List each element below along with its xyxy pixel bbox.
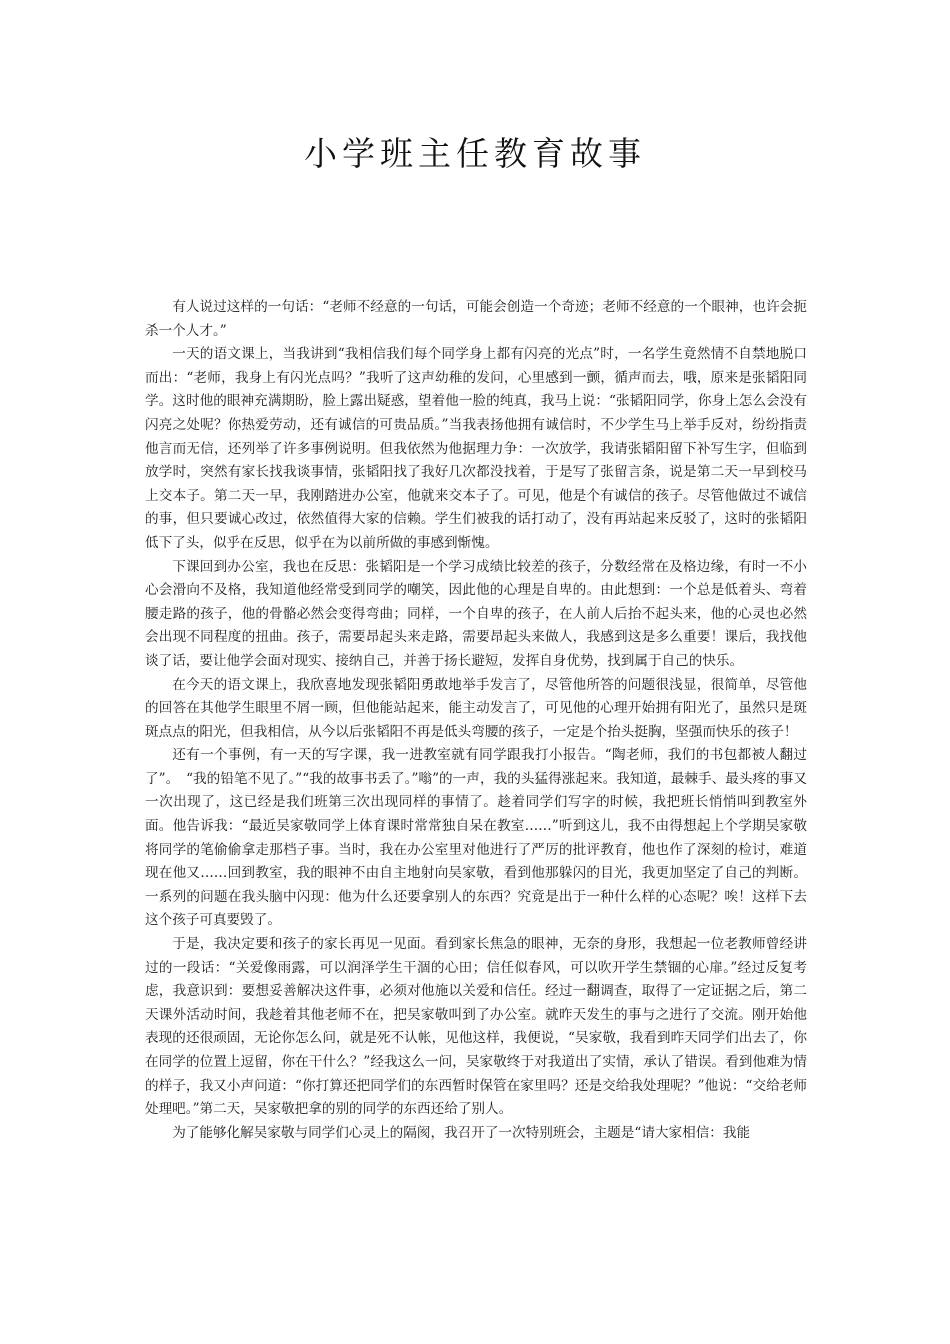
paragraph: 有人说过这样的一句话：“老师不经意的一句话，可能会创造一个奇迹；老师不经意的一个眼神，也许会扼杀一个人才。”: [145, 299, 807, 339]
paragraph: 下课回到办公室，我也在反思：张韬阳是一个学习成绩比较差的孩子，分数经常在及格边缘，有时一不小心会滑向不及格，我知道他经常受到同学的嘲笑，因此他的心理是自卑的。由此想到：一个总是低着头、弯着腰走路的孩子，他的骨骼必然会变得弯曲；同样，一个自卑的孩子，在人前人后抬不起头来，他的心灵也必然会出现不同程度的扭曲。孩子，需要昂起头来走路，需要昂起头来做人，我感到这是多么重要！课后，我找他谈了话，要让他学会面对现实、接纳自己，并善于扬长避短，发挥自身优势，找到属于自己的快乐。: [145, 558, 807, 669]
paragraph: 在今天的语文课上，我欣喜地发现张韬阳勇敢地举手发言了，尽管他所答的问题很浅显，很简单，尽管他的回答在其他学生眼里不屑一顾，但他能站起来，能主动发言了，可见他的心理开始拥有阳光了，虽然只是斑斑点点的阳光，但我相信，从今以后张韬阳不再是低头弯腰的孩子，一定是个抬头挺胸，坚强而快乐的孩子！: [145, 676, 807, 740]
paragraph: 一天的语文课上，当我讲到“我相信我们每个同学身上都有闪亮的光点”时，一名学生竟然情不自禁地脱口而出：“老师，我身上有闪光点吗？”我听了这声幼稚的发问，心里感到一颤，循声而去，哦，原来是张韬阳同学。这时他的眼神充满期盼，脸上露出疑惑，望着他一脸的纯真，我马上说：“张韬阳同学，你身上怎么会没有闪亮之处呢？你热爱劳动，还有诚信的可贵品质。”当我表扬他拥有诚信时，不少学生马上举手反对，纷纷指责他言而无信，还列举了许多事例说明。但我依然为他据理力争：一次放学，我请张韬阳留下补写生字，但临到放学时，突然有家长找我谈事情，张韬阳找了我好几次都没找着，于是写了张留言条，说是第二天一早到校马上交本子。第二天一早，我刚踏进办公室，他就来交本子了。可见，他是个有诚信的孩子。尽管他做过不诚信的事，但只要诚心改过，依然值得大家的信赖。学生们被我的话打动了，没有再站起来反驳了，这时的张韬阳低下了头，似乎在反思，似乎在为以前所做的事感到惭愧。: [145, 346, 807, 551]
paragraph: 还有一个事例，有一天的写字课，我一进教室就有同学跟我打小报告。“陶老师，我们的书包都被人翻过了”。 “我的铅笔不见了。”“我的故事书丢了。”嗡”的一声，我的头猛得涨起来。我知道，最棘手、最头疼的事又一次出现了，这已经是我们班第三次出现同样的事情了。趁着同学们写字的时候，我把班长悄悄叫到教室外面。他告诉我：“最近吴家敬同学上体育课时常常独自呆在教室……”听到这儿，我不由得想起上个学期吴家敬将同学的笔偷偷拿走那档子事。当时，我在办公室里对他进行了严厉的批评教育，他也作了深刻的检讨，难道现在他又……回到教室，我的眼神不由自主地射向吴家敬，看到他那躲闪的目光，我更加坚定了自己的判断。一系列的问题在我头脑中闪现：他为什么还要拿别人的东西？究竟是出于一种什么样的心态呢？唉！这样下去这个孩子可真要毁了。: [145, 747, 807, 929]
document-title: 小学班主任教育故事: [304, 134, 646, 173]
paragraph: 于是，我决定要和孩子的家长再见一见面。看到家长焦急的眼神，无奈的身形，我想起一位老教师曾经讲过的一段话：“关爱像雨露，可以润泽学生干涸的心田；信任似春风，可以吹开学生禁锢的心扉。”经过反复考虑，我意识到：要想妥善解决这件事，必须对他施以关爱和信任。经过一翻调查，取得了一定证据之后，第二天课外活动时间，我趁着其他老师不在，把吴家敬叫到了办公室。就昨天发生的事与之进行了交流。刚开始他表现的还很顽固，无论你怎么问，就是死不认帐，见他这样，我便说，“吴家敬，我看到昨天同学们出去了，你在同学的位置上逗留，你在干什么？”经我这么一问，吴家敬终于对我道出了实情，承认了错误。看到他难为情的样子，我又小声问道：“你打算还把同学们的东西暂时保管在家里吗？还是交给我处理呢？”他说：“交给老师处理吧。”第二天，吴家敬把拿的别的同学的东西还给了别人。: [145, 936, 807, 1118]
document-body: [145, 296, 807, 1145]
paragraph: 为了能够化解吴家敬与同学们心灵上的隔阂，我召开了一次特别班会，主题是“请大家相信：我能: [172, 1124, 751, 1141]
